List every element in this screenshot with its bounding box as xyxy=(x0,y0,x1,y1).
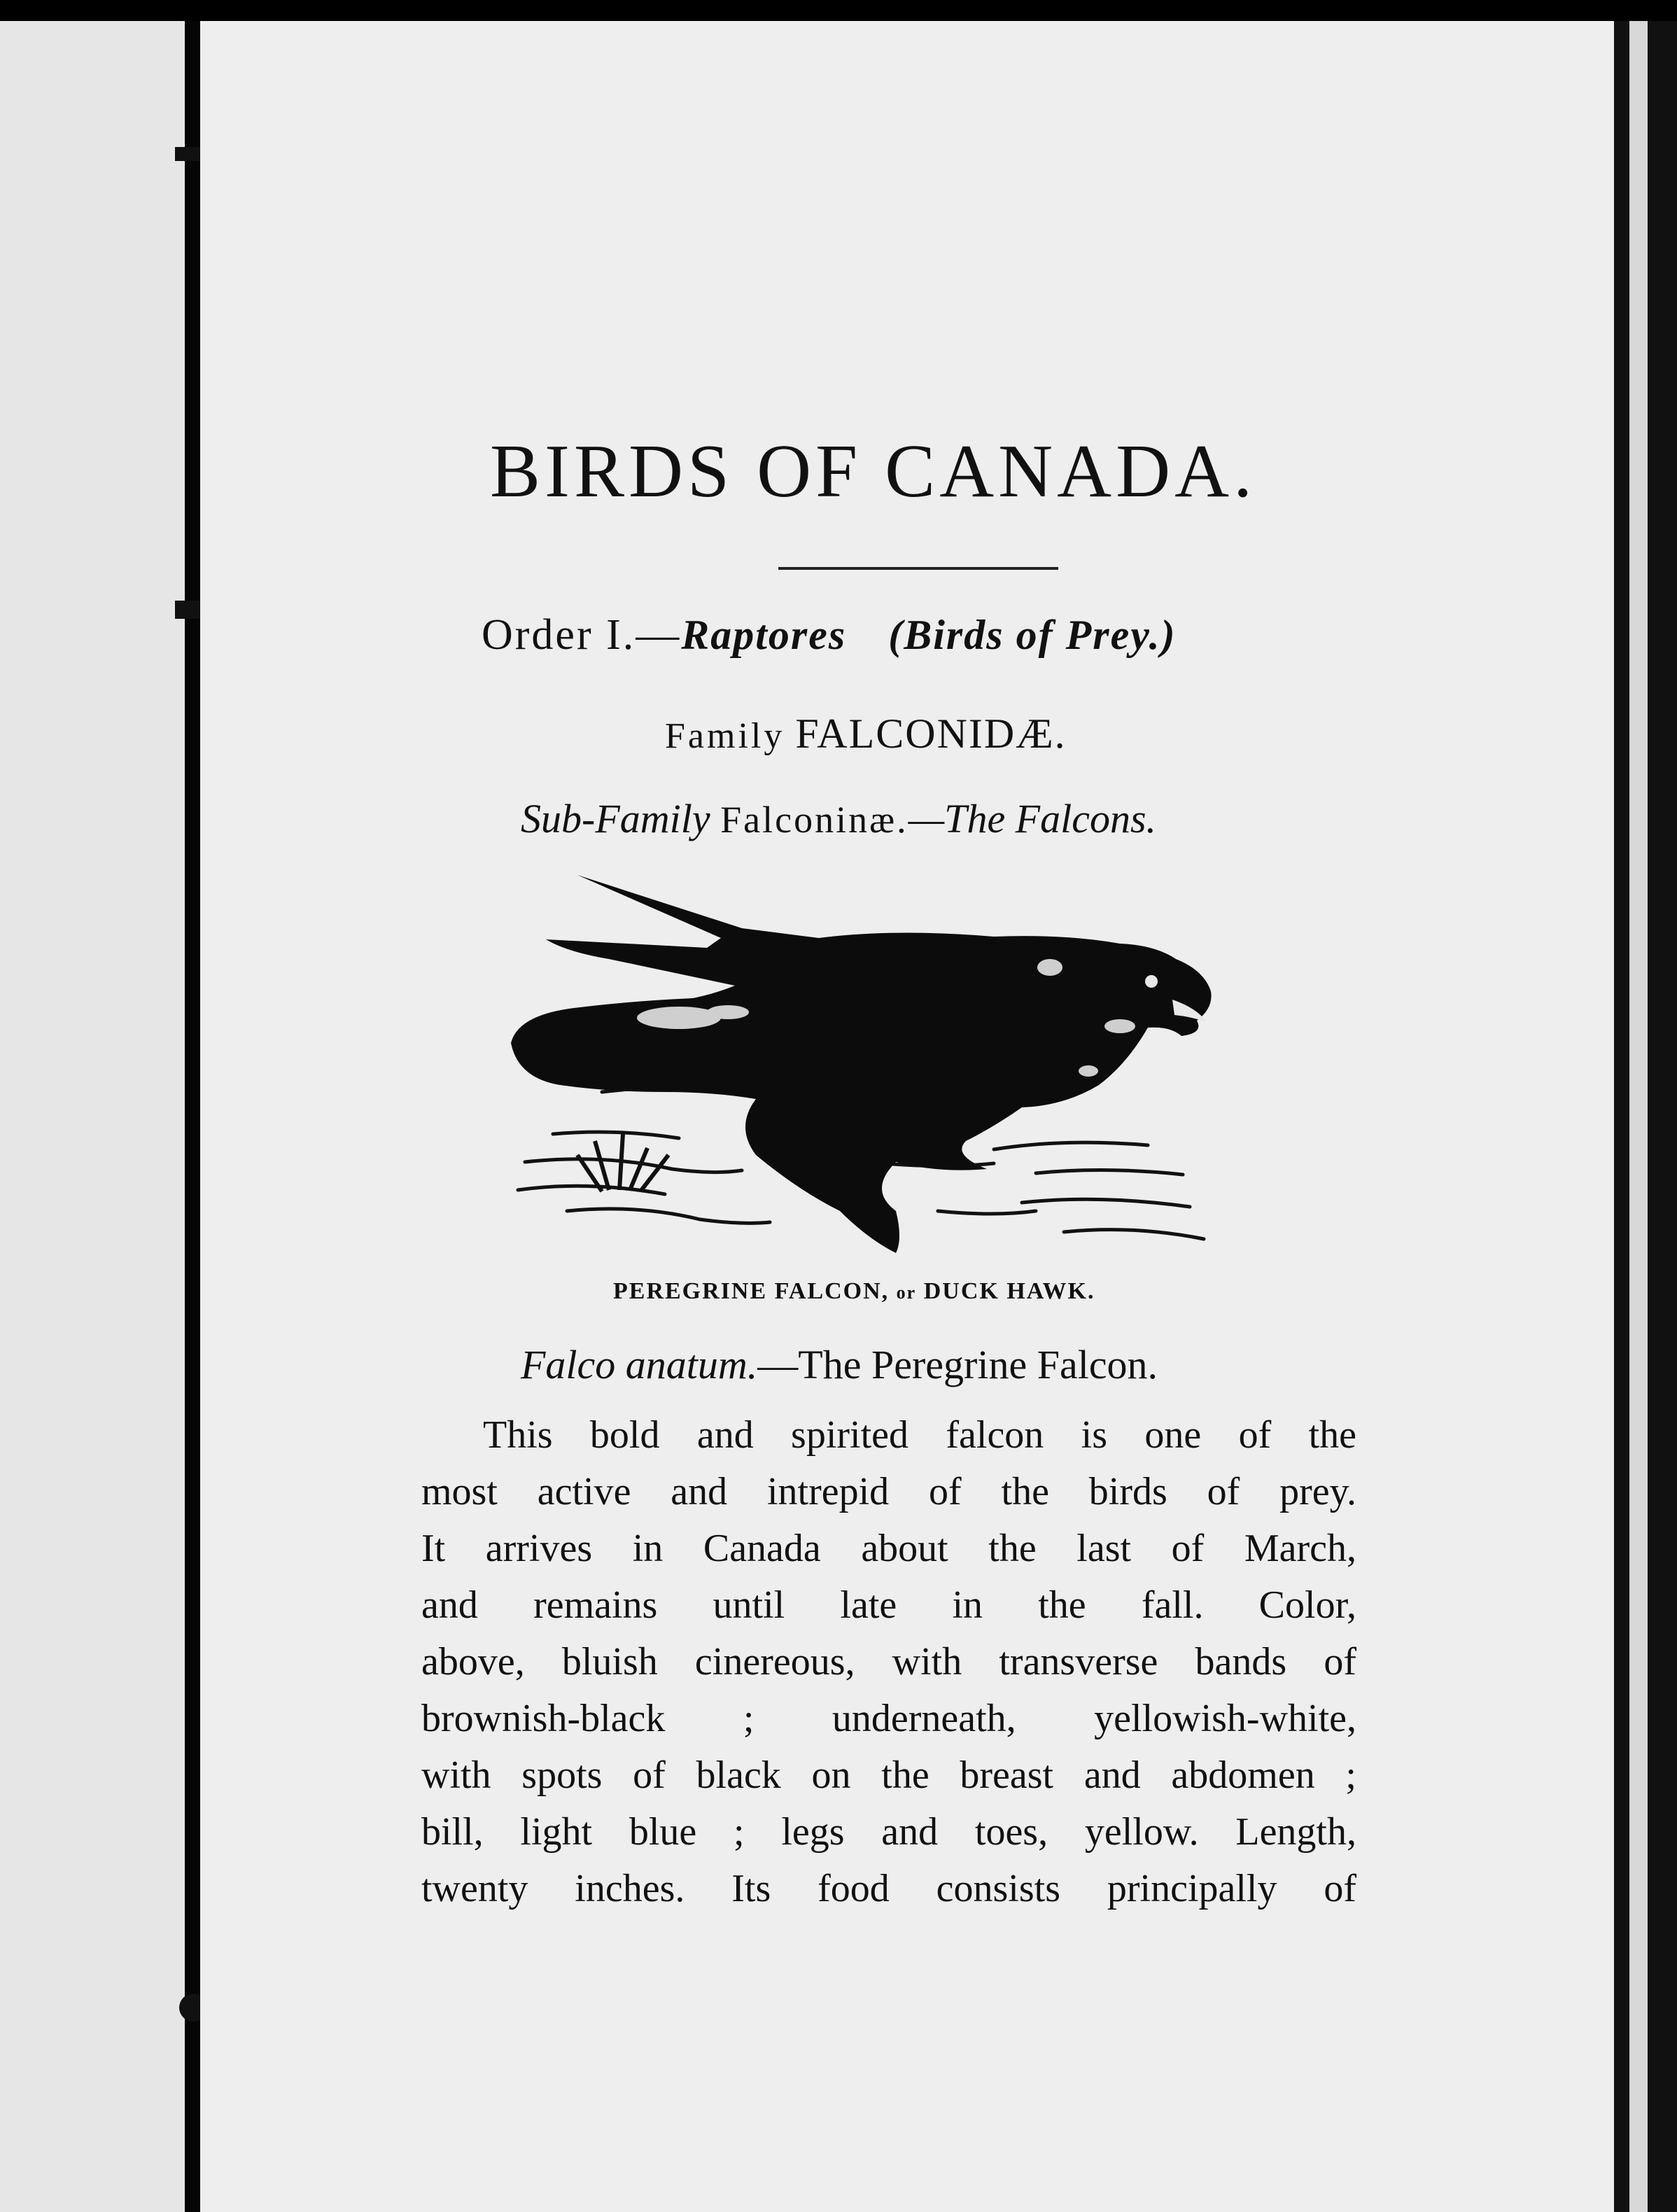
body-line: above, bluish cinereous, with transverse bands of xyxy=(421,1640,1356,1684)
body-line: with spots of black on the breast and abdomen ; xyxy=(421,1754,1356,1797)
species-latin-name: Falco anatum. xyxy=(521,1342,758,1387)
caption-alt: DUCK HAWK. xyxy=(923,1278,1095,1304)
illustration-caption xyxy=(613,1278,1187,1305)
body-line: It arrives in Canada about the last of March, xyxy=(421,1527,1356,1570)
body-line: This bold and spirited falcon is one of the xyxy=(483,1413,1356,1457)
family-name: FALCONIDÆ. xyxy=(795,710,1067,757)
species-heading xyxy=(521,1341,1333,1388)
species-common-name: —The Peregrine Falcon. xyxy=(757,1342,1158,1387)
caption-or: or xyxy=(896,1282,917,1303)
order-common-name: (Birds of Prey.) xyxy=(888,612,1177,658)
body-paragraph xyxy=(421,1407,1356,1917)
page-edge xyxy=(1614,21,1677,2212)
book-gutter xyxy=(185,21,200,2212)
page-title: BIRDS OF CANADA. xyxy=(490,430,1257,513)
body-line: and remains until late in the fall. Color, xyxy=(421,1583,1356,1627)
subfamily-heading xyxy=(521,795,1333,842)
family-prefix: Family xyxy=(665,716,785,756)
subfamily-name: Falconinæ. xyxy=(720,799,908,841)
peregrine-falcon-illustration xyxy=(504,861,1302,1253)
subfamily-common-name: —The Falcons. xyxy=(908,796,1157,841)
family-heading xyxy=(665,710,1295,758)
order-prefix: Order I.— xyxy=(482,611,682,659)
body-line: most active and intrepid of the birds of prey. xyxy=(421,1470,1356,1513)
body-line: bill, light blue ; legs and toes, yellow. Length, xyxy=(421,1810,1356,1854)
caption-main: PEREGRINE FALCON, xyxy=(613,1278,890,1304)
order-name: Raptores xyxy=(681,612,847,658)
body-line: brownish-black ; underneath, yellowish-white, xyxy=(421,1697,1356,1740)
title-divider xyxy=(778,567,1058,570)
body-line: twenty inches. Its food consists principally of xyxy=(421,1867,1356,1910)
subfamily-prefix: Sub-Family xyxy=(521,796,710,841)
facing-page xyxy=(0,21,185,2212)
order-heading xyxy=(482,610,1363,660)
